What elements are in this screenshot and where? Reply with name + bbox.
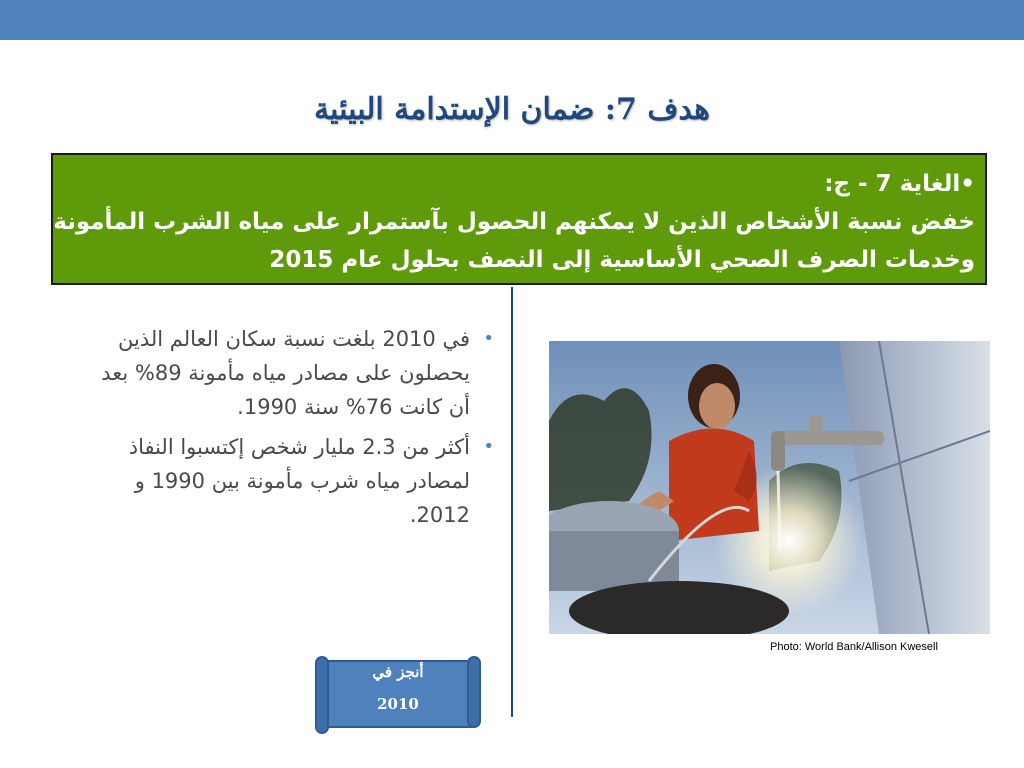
bullet-dot-icon: • [483, 328, 494, 349]
goal-heading: •الغاية 7 - ج: [824, 171, 975, 197]
bullet-line: أن كانت 76% سنة 1990. [237, 395, 470, 419]
bullet-line: في 2010 بلغت نسبة سكان العالم الذين [117, 327, 470, 351]
bullet-line: 2012. [409, 503, 470, 527]
goal-box [51, 153, 987, 285]
page-title: هدف 7: ضمان الإستدامة البيئية [313, 92, 711, 127]
woman-at-water-tap-photo [549, 341, 990, 634]
badge-label: أنجز في [372, 663, 424, 681]
bullet-line: لمصادر مياه شرب مأمونة بين 1990 و [134, 469, 470, 493]
vertical-divider [511, 287, 513, 717]
bullet-item [60, 322, 500, 424]
bullet-list [60, 322, 500, 538]
bullet-dot-icon: • [483, 436, 494, 457]
bullet-line: أكثر من 2.3 مليار شخص إكتسبوا النفاذ [128, 435, 470, 459]
badge-year: 2010 [377, 695, 419, 713]
goal-text-line-1: خفض نسبة الأشخاص الذين لا يمكنهم الحصول بآستمرار على مياه الشرب المأمونة [53, 209, 975, 235]
top-accent-bar [0, 0, 1024, 40]
bullet-item [60, 430, 500, 532]
goal-text-line-2: وخدمات الصرف الصحي الأساسية إلى النصف بحلول عام 2015 [269, 247, 975, 273]
bullet-line: يحصلون على مصادر مياه مأمونة 89% بعد [101, 361, 470, 385]
photo-caption: Photo: World Bank/Allison Kwesell [770, 641, 938, 653]
